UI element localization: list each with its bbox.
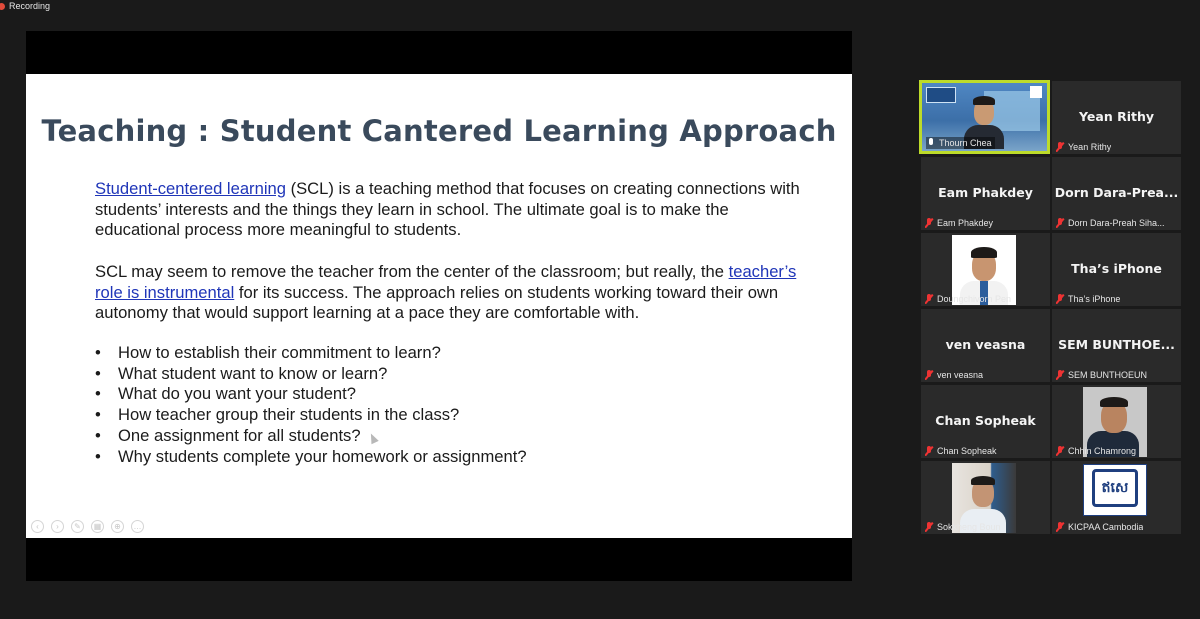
kicpaa-logo-mark: ឥសេ: [1092, 469, 1138, 507]
next-slide-icon[interactable]: ›: [51, 520, 64, 533]
microphone-muted-icon: [1056, 370, 1064, 380]
paragraph-2-text-after: for its success. The approach relies on students working toward their own autonomy that would support learning at a pace they are comfortable with.: [95, 282, 779, 322]
participant-name: Thourn Chea: [939, 138, 992, 148]
teacher-role-link[interactable]: teacher’s role is instrumental: [95, 262, 797, 302]
previous-slide-icon[interactable]: ‹: [31, 520, 44, 533]
participant-name: Tha’s iPhone: [1068, 294, 1121, 304]
participant-tile[interactable]: [921, 157, 1050, 230]
participant-tile[interactable]: [1052, 81, 1181, 154]
microphone-muted-icon: [925, 446, 933, 456]
participant-tile[interactable]: [1052, 233, 1181, 306]
presentation-slide: [26, 74, 852, 538]
microphone-muted-icon: [1056, 522, 1064, 532]
recording-indicator[interactable]: [0, 0, 50, 12]
microphone-muted-icon: [1056, 294, 1064, 304]
microphone-muted-icon: [925, 370, 933, 380]
recording-label: Recording: [9, 1, 51, 11]
participant-name: ven veasna: [937, 370, 984, 380]
participant-display-name: Dorn Dara-Prea...: [1054, 185, 1179, 200]
microphone-muted-icon: [925, 522, 933, 532]
microphone-muted-icon: [1056, 218, 1064, 228]
list-item: • One assignment for all students?: [95, 425, 361, 445]
participant-tile[interactable]: [1052, 157, 1181, 230]
participant-tile[interactable]: [921, 233, 1050, 306]
participant-name: Yean Rithy: [1068, 142, 1112, 152]
slide-navigation-toolbar: [31, 520, 144, 533]
microphone-muted-icon: [925, 218, 933, 228]
participant-display-name: ven veasna: [945, 337, 1026, 352]
participant-name: Doungchivorn Pen: [937, 294, 1012, 304]
microphone-icon: [927, 138, 935, 148]
participant-name: Sokkheng Boun: [937, 522, 1001, 532]
participant-name: KICPAA Cambodia: [1068, 522, 1144, 532]
list-item: • What student want to know or learn?: [95, 363, 388, 383]
list-item: • Why students complete your homework or assignment?: [95, 446, 527, 466]
scl-link[interactable]: Student-centered learning: [95, 179, 286, 198]
participant-name: SEM BUNTHOEUN: [1068, 370, 1148, 380]
slide-paragraph-1: [95, 179, 815, 241]
more-options-icon[interactable]: …: [131, 520, 144, 533]
pen-icon[interactable]: ✎: [71, 520, 84, 533]
list-item: • How teacher group their students in the class?: [95, 405, 460, 425]
microphone-muted-icon: [1056, 142, 1064, 152]
recording-dot-icon: [0, 3, 5, 10]
paragraph-2-text-before: SCL may seem to remove the teacher from the center of the classroom; but really, the: [95, 262, 729, 281]
participant-tile[interactable]: [1052, 309, 1181, 382]
participant-tile[interactable]: [1052, 385, 1181, 458]
participant-display-name: Tha’s iPhone: [1071, 261, 1162, 276]
zoom-icon[interactable]: ⊕: [111, 520, 124, 533]
participant-display-name: Eam Phakdey: [938, 185, 1033, 200]
kicpaa-logo: [1083, 464, 1147, 516]
list-item: • How to establish their commitment to learn?: [95, 343, 441, 362]
participant-display-name: Yean Rithy: [1079, 109, 1154, 124]
slide-bullet-list: [95, 343, 527, 467]
participant-tile[interactable]: [921, 461, 1050, 534]
participant-display-name: SEM BUNTHOE...: [1058, 337, 1175, 352]
participant-name: Chan Sopheak: [937, 446, 997, 456]
slides-grid-icon[interactable]: ▦: [91, 520, 104, 533]
participant-name: Chhin Chamrong: [1068, 446, 1137, 456]
participant-tile[interactable]: [921, 309, 1050, 382]
participant-name: Dorn Dara-Preah Siha...: [1068, 218, 1165, 228]
shared-screen[interactable]: [26, 31, 852, 581]
list-item: • What do you want your student?: [95, 384, 356, 404]
participant-name: Eam Phakdey: [937, 218, 994, 228]
slide-paragraph-2: [95, 262, 815, 324]
participant-tile[interactable]: [1052, 461, 1181, 534]
slide-title: Teaching : Student Cantered Learning Approach: [41, 114, 837, 148]
paragraph-1-text: (SCL) is a teaching method that focuses on creating connections with students’ interests and the things they learn in school. The ultimate goal is to make the educational process more meaningful to students.: [95, 179, 800, 239]
participant-tile-active-speaker[interactable]: [919, 80, 1050, 154]
microphone-muted-icon: [925, 294, 933, 304]
participant-tile[interactable]: [921, 385, 1050, 458]
participant-display-name: Chan Sopheak: [935, 413, 1036, 428]
microphone-muted-icon: [1056, 446, 1064, 456]
